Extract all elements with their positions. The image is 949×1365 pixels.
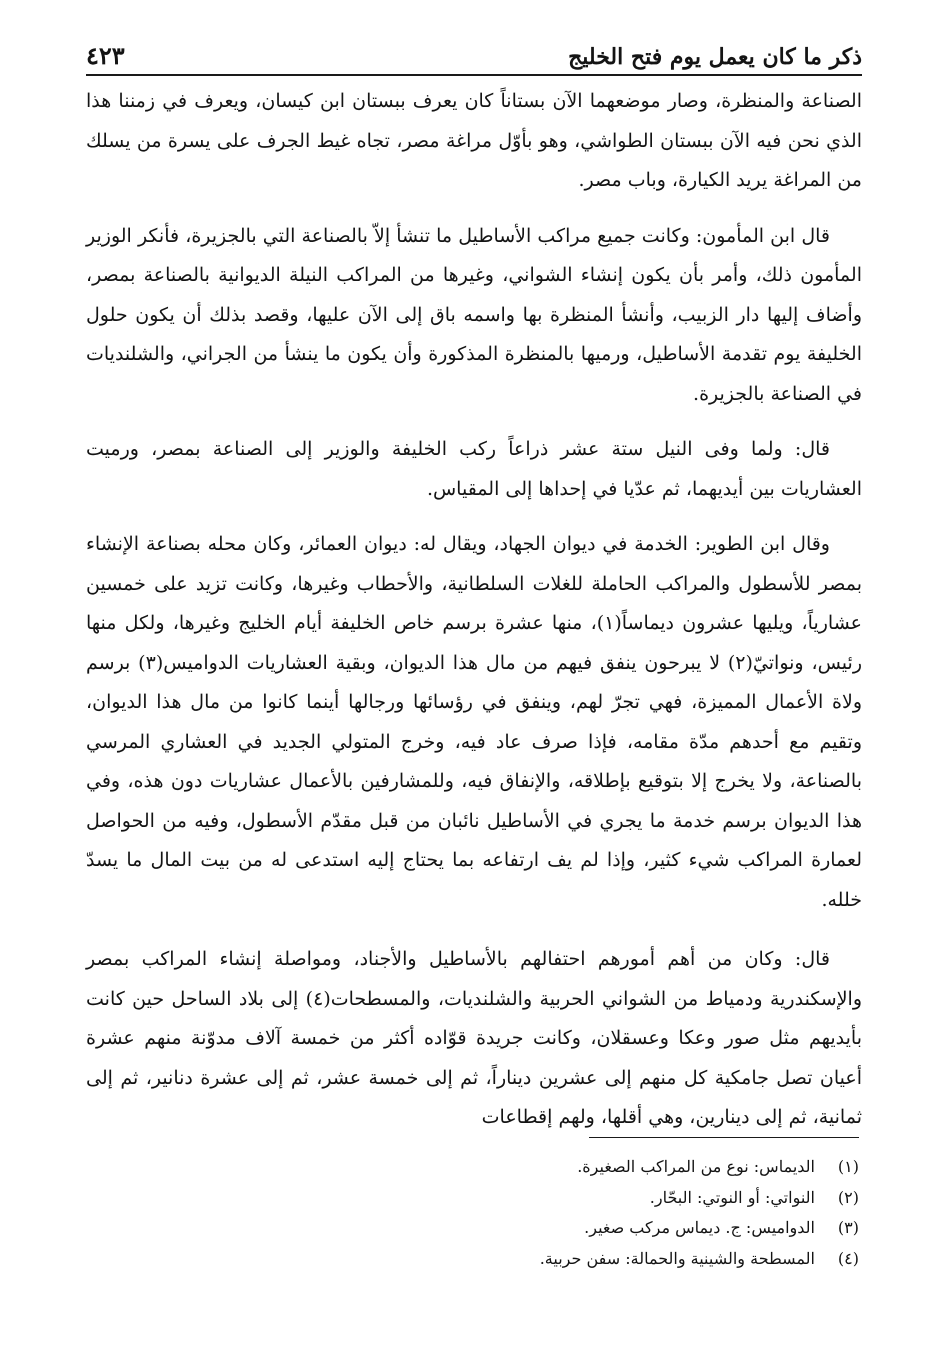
footnote-number: (١) bbox=[837, 1157, 859, 1176]
footnote-text: النواتي: أو النوتي: البحّار. bbox=[649, 1187, 815, 1207]
paragraph-5: قال: وكان من أهم أمورهم احتفالهم بالأساطيل والأجناد، ومواصلة إنشاء المراكب بمصر والإسكندرية ودمياط من الشواني الحربية والشلنديات، والمسطحات(٤) إلى بلاد الساحل حين كانت بأيديهم مثل صور وعكا وعسقلان، وكانت جريدة قوّاده أكثر من خمسة آلاف مدوّنة منهم عشرة أعيان تصل جامكية كل منهم إلى عشرين ديناراً، ثم إلى خمسة عشر، ثم إلى عشرة دنانير، ثم إلى ثمانية، ثم إلى دينارين، وهي أقلها، ولهم إقطاعات bbox=[86, 948, 863, 1128]
footnote-item bbox=[299, 1152, 859, 1183]
footnote-item bbox=[299, 1183, 859, 1214]
footnote-number: (٢) bbox=[837, 1187, 859, 1207]
footnote-number: (٣) bbox=[837, 1218, 859, 1237]
footnote-item bbox=[299, 1244, 859, 1275]
footnotes bbox=[299, 1152, 859, 1274]
paragraph-3: قال: ولما وفى النيل ستة عشر ذراعاً ركب الخليفة والوزير إلى الصناعة بمصر، ورميت العشاريات بين أيديهما، ثم عدّيا في إحداها إلى المقياس. bbox=[86, 438, 862, 500]
footnote-item bbox=[299, 1213, 859, 1244]
running-title: ذكر ما كان يعمل يوم فتح الخليج bbox=[568, 44, 862, 70]
footnote-text: الديماس: نوع من المراكب الصغيرة. bbox=[577, 1157, 815, 1176]
footnote-text: المسطحة والشينية والحمالة: سفن حربية. bbox=[539, 1248, 815, 1268]
footnote-number: (٤) bbox=[837, 1248, 859, 1268]
paragraph-4: وقال ابن الطوير: الخدمة في ديوان الجهاد، ويقال له: ديوان العمائر، وكان محله بصناعة الإنشاء بمصر للأسطول والمراكب الحاملة للغلات السلطانية، والأحطاب وغيرها، وكانت تزيد على خمسين عشارياً، ويليها عشرون ديماساً(١)، منها عشرة برسم خاص الخليفة أيام الخليج وغيرها، ولكل منها رئيس، ونواتيّ(٢) لا يبرحون ينفق فيهم من مال هذا الديوان، وبقية العشاريات الدواميس(٣) برسم ولاة الأعمال المميزة، فهي تجرّ لهم، وينفق في رؤسائها ورجالها أينما كانوا من مال هذا الديوان، وتقيم مع أحدهم مدّة مقامه، فإذا صرف عاد فيه، وخرج المتولي الجديد في العشاري المرسي بالصناعة، ولا يخرج إلا بتوقيع بإطلاقه، والإنفاق فيه، وللمشارفين بالأعمال عشاريات دون هذه، وفي هذا الديوان برسم خدمة ما يجري في الأساطيل نائبان من قبل مقدّم الأسطول، وفيه من الحواصل لعمارة المراكب شيء كثير، وإذا لم يف ارتفاعه بما يحتاج إليه استدعى له من بيت المال ما يسدّ خلله. bbox=[86, 533, 863, 911]
main-text bbox=[86, 82, 862, 1138]
page-number: ٤٢٣ bbox=[86, 41, 125, 70]
paragraph-1: الصناعة والمنظرة، وصار موضعهما الآن بستاناً كان يعرف ببستان ابن كيسان، ويعرف في زمننا هذا الذي نحن فيه الآن ببستان الطواشي، وهو بأوّل مراغة مصر، تجاه غيط الجرف على يسرة من يسلك من المراغة يريد الكيارة، وباب مصر. bbox=[86, 90, 862, 191]
footnote-divider bbox=[589, 1137, 859, 1138]
page-header bbox=[86, 30, 862, 76]
footnote-text: الدواميس: ج. ديماس مركب صغير. bbox=[584, 1218, 815, 1237]
paragraph-2: قال ابن المأمون: وكانت جميع مراكب الأساطيل ما تنشأ إلاّ بالصناعة التي بالجزيرة، فأنكر الوزير المأمون ذلك، وأمر بأن يكون إنشاء الشواني، وغيرها من المراكب النيلة الديوانية بالصناعة بمصر، وأضاف إليها دار الزبيب، وأنشأ المنظرة بها واسمه باق إلى الآن عليها، وقصد بذلك أن يكون حلول الخليفة يوم تقدمة الأساطيل، ورميها بالمنظرة المذكورة وأن يكون ما ينشأ من الجراني، والشلنديات في الصناعة بالجزيرة. bbox=[86, 224, 862, 405]
